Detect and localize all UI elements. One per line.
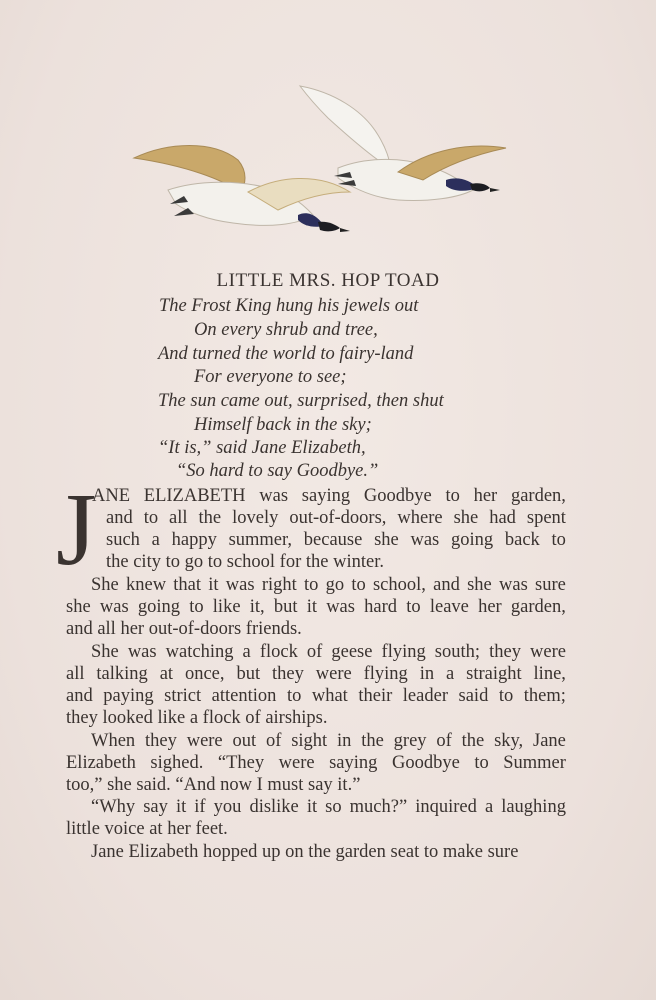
word: was [127, 642, 157, 662]
word: of [306, 642, 323, 662]
word: and [106, 508, 133, 528]
word: leader [402, 686, 448, 706]
goose-left [134, 146, 350, 233]
prose-line: too,” she said. “And now I must say it.” [66, 775, 361, 795]
word: saying [301, 486, 351, 506]
poem-line: For everyone to see; [194, 367, 347, 387]
word: a [446, 664, 455, 684]
word: it, [249, 597, 265, 617]
word: dislike [249, 797, 299, 817]
word: out-of-doors, [289, 508, 387, 528]
word: was [99, 597, 129, 617]
word: happy [171, 530, 217, 550]
word: hard [364, 597, 398, 617]
word: flock [259, 642, 298, 662]
word: school, [372, 575, 426, 595]
word: back [504, 530, 540, 550]
word: “Why [91, 797, 136, 817]
prose-line [66, 597, 566, 618]
word: was [259, 486, 289, 506]
word: and [66, 686, 93, 706]
word: to [445, 486, 460, 506]
word: of [265, 731, 282, 751]
prose-line [91, 797, 566, 818]
prose-line: they looked like a flock of airships. [66, 708, 328, 728]
prose-line [66, 753, 566, 774]
word: “They [217, 753, 265, 773]
poem-line: On every shrub and tree, [194, 320, 378, 340]
word: Elizabeth [66, 753, 136, 773]
word: they [489, 642, 521, 662]
word: going [451, 530, 494, 550]
word: was [499, 575, 528, 595]
word: and [433, 575, 460, 595]
word: strict [164, 686, 202, 706]
word: it [208, 575, 219, 595]
poem-line: And turned the world to fairy-land [158, 344, 414, 364]
word: at [159, 664, 174, 684]
word: to [351, 575, 366, 595]
word: of [436, 731, 452, 751]
word: Goodbye [363, 486, 432, 506]
word: so [325, 797, 342, 817]
prose-line [91, 731, 566, 752]
word: summer, [228, 530, 293, 550]
word: lovely [232, 508, 279, 528]
word: she [467, 575, 492, 595]
word: sure [535, 575, 566, 595]
word: in [337, 731, 352, 751]
word: the [461, 731, 485, 751]
poem-line: The sun came out, surprised, then shut [158, 391, 444, 411]
word: talking [96, 664, 148, 684]
word: was [410, 530, 440, 550]
word: to [406, 597, 421, 617]
poem-line: The Frost King hung his jewels out [159, 296, 419, 316]
word: inquired [415, 797, 477, 817]
word: but [273, 597, 298, 617]
word: sight [291, 731, 328, 751]
word: in [419, 664, 435, 684]
word: all [66, 664, 85, 684]
word: go [325, 575, 345, 595]
prose-line [66, 664, 566, 685]
word: She [91, 575, 119, 595]
poem-line: “So hard to say Goodbye.” [176, 461, 379, 481]
word: geese [331, 642, 373, 662]
word: were [278, 753, 315, 773]
word: a [484, 797, 494, 817]
word: paying [103, 686, 154, 706]
word: flying [363, 664, 408, 684]
word: had [489, 508, 516, 528]
word: to [189, 597, 204, 617]
prose-line [91, 642, 566, 663]
word: them; [523, 686, 566, 706]
word: right [261, 575, 297, 595]
word: to [474, 753, 489, 773]
word: spent [526, 508, 566, 528]
word: south; [434, 642, 481, 662]
prose-line [91, 575, 566, 596]
word: what [311, 686, 348, 706]
prose-line: the city to go to school for the winter. [106, 552, 384, 572]
word: watching [165, 642, 234, 662]
prose-line: little voice at her feet. [66, 819, 228, 839]
word: saying [329, 753, 378, 773]
word: to [498, 686, 514, 706]
word: laughing [501, 797, 566, 817]
word: was [326, 597, 355, 617]
prose-line: and all her out-of-doors friends. [66, 619, 302, 639]
word: it [306, 597, 317, 617]
word: out [232, 731, 257, 751]
prose-line: Jane Elizabeth hopped up on the garden seat to make sure [91, 842, 519, 862]
word: flying [381, 642, 426, 662]
word: ELIZABETH [143, 486, 246, 506]
word: Goodbye [391, 753, 460, 773]
word: Jane [533, 731, 566, 751]
word: She [91, 642, 119, 662]
prose-line [66, 686, 566, 707]
prose-line [92, 486, 566, 507]
word: garden, [510, 597, 566, 617]
word: such [106, 530, 140, 550]
word: to [551, 530, 566, 550]
word: When [91, 731, 136, 751]
word: they [145, 731, 177, 751]
word: much?” [349, 797, 408, 817]
word: to [304, 575, 319, 595]
word: to [143, 508, 159, 528]
word: a [242, 642, 251, 662]
word: it [175, 797, 187, 817]
word: the [198, 508, 222, 528]
word: she [374, 530, 399, 550]
prose-line [106, 508, 566, 529]
word: sighed. [150, 753, 204, 773]
word: the [361, 731, 384, 751]
flying-geese-illustration [128, 80, 513, 245]
word: like [212, 597, 241, 617]
word: where [397, 508, 443, 528]
word: say [143, 797, 168, 817]
word: attention [211, 686, 277, 706]
word: she [66, 597, 91, 617]
word: ANE [92, 486, 131, 506]
word: she [453, 508, 479, 528]
drop-cap: J [56, 472, 97, 587]
word: leave [429, 597, 469, 617]
word: they [271, 664, 304, 684]
poem-line: “It is,” said Jane Elizabeth, [158, 438, 366, 458]
word: if [194, 797, 206, 817]
word: going [137, 597, 180, 617]
word: her [478, 597, 502, 617]
word: because [303, 530, 363, 550]
poem-line: Himself back in the sky; [194, 415, 372, 435]
word: it [306, 797, 318, 817]
word: a [151, 530, 160, 550]
word: said [458, 686, 489, 706]
word: you [213, 797, 242, 817]
word: knew [125, 575, 167, 595]
word: her [473, 486, 498, 506]
word: but [236, 664, 261, 684]
word: all [169, 508, 188, 528]
word: sky, [494, 731, 524, 751]
word: were [186, 731, 223, 751]
word: once, [184, 664, 225, 684]
chapter-title: LITTLE MRS. HOP TOAD [216, 270, 440, 291]
word: grey [393, 731, 427, 751]
prose-line [106, 530, 566, 551]
word: garden, [510, 486, 566, 506]
word: that [173, 575, 202, 595]
word: were [530, 642, 566, 662]
word: Summer [503, 753, 566, 773]
word: straight [466, 664, 522, 684]
word: their [358, 686, 393, 706]
word: was [225, 575, 255, 595]
word: were [315, 664, 352, 684]
word: to [286, 686, 302, 706]
word: line, [533, 664, 566, 684]
